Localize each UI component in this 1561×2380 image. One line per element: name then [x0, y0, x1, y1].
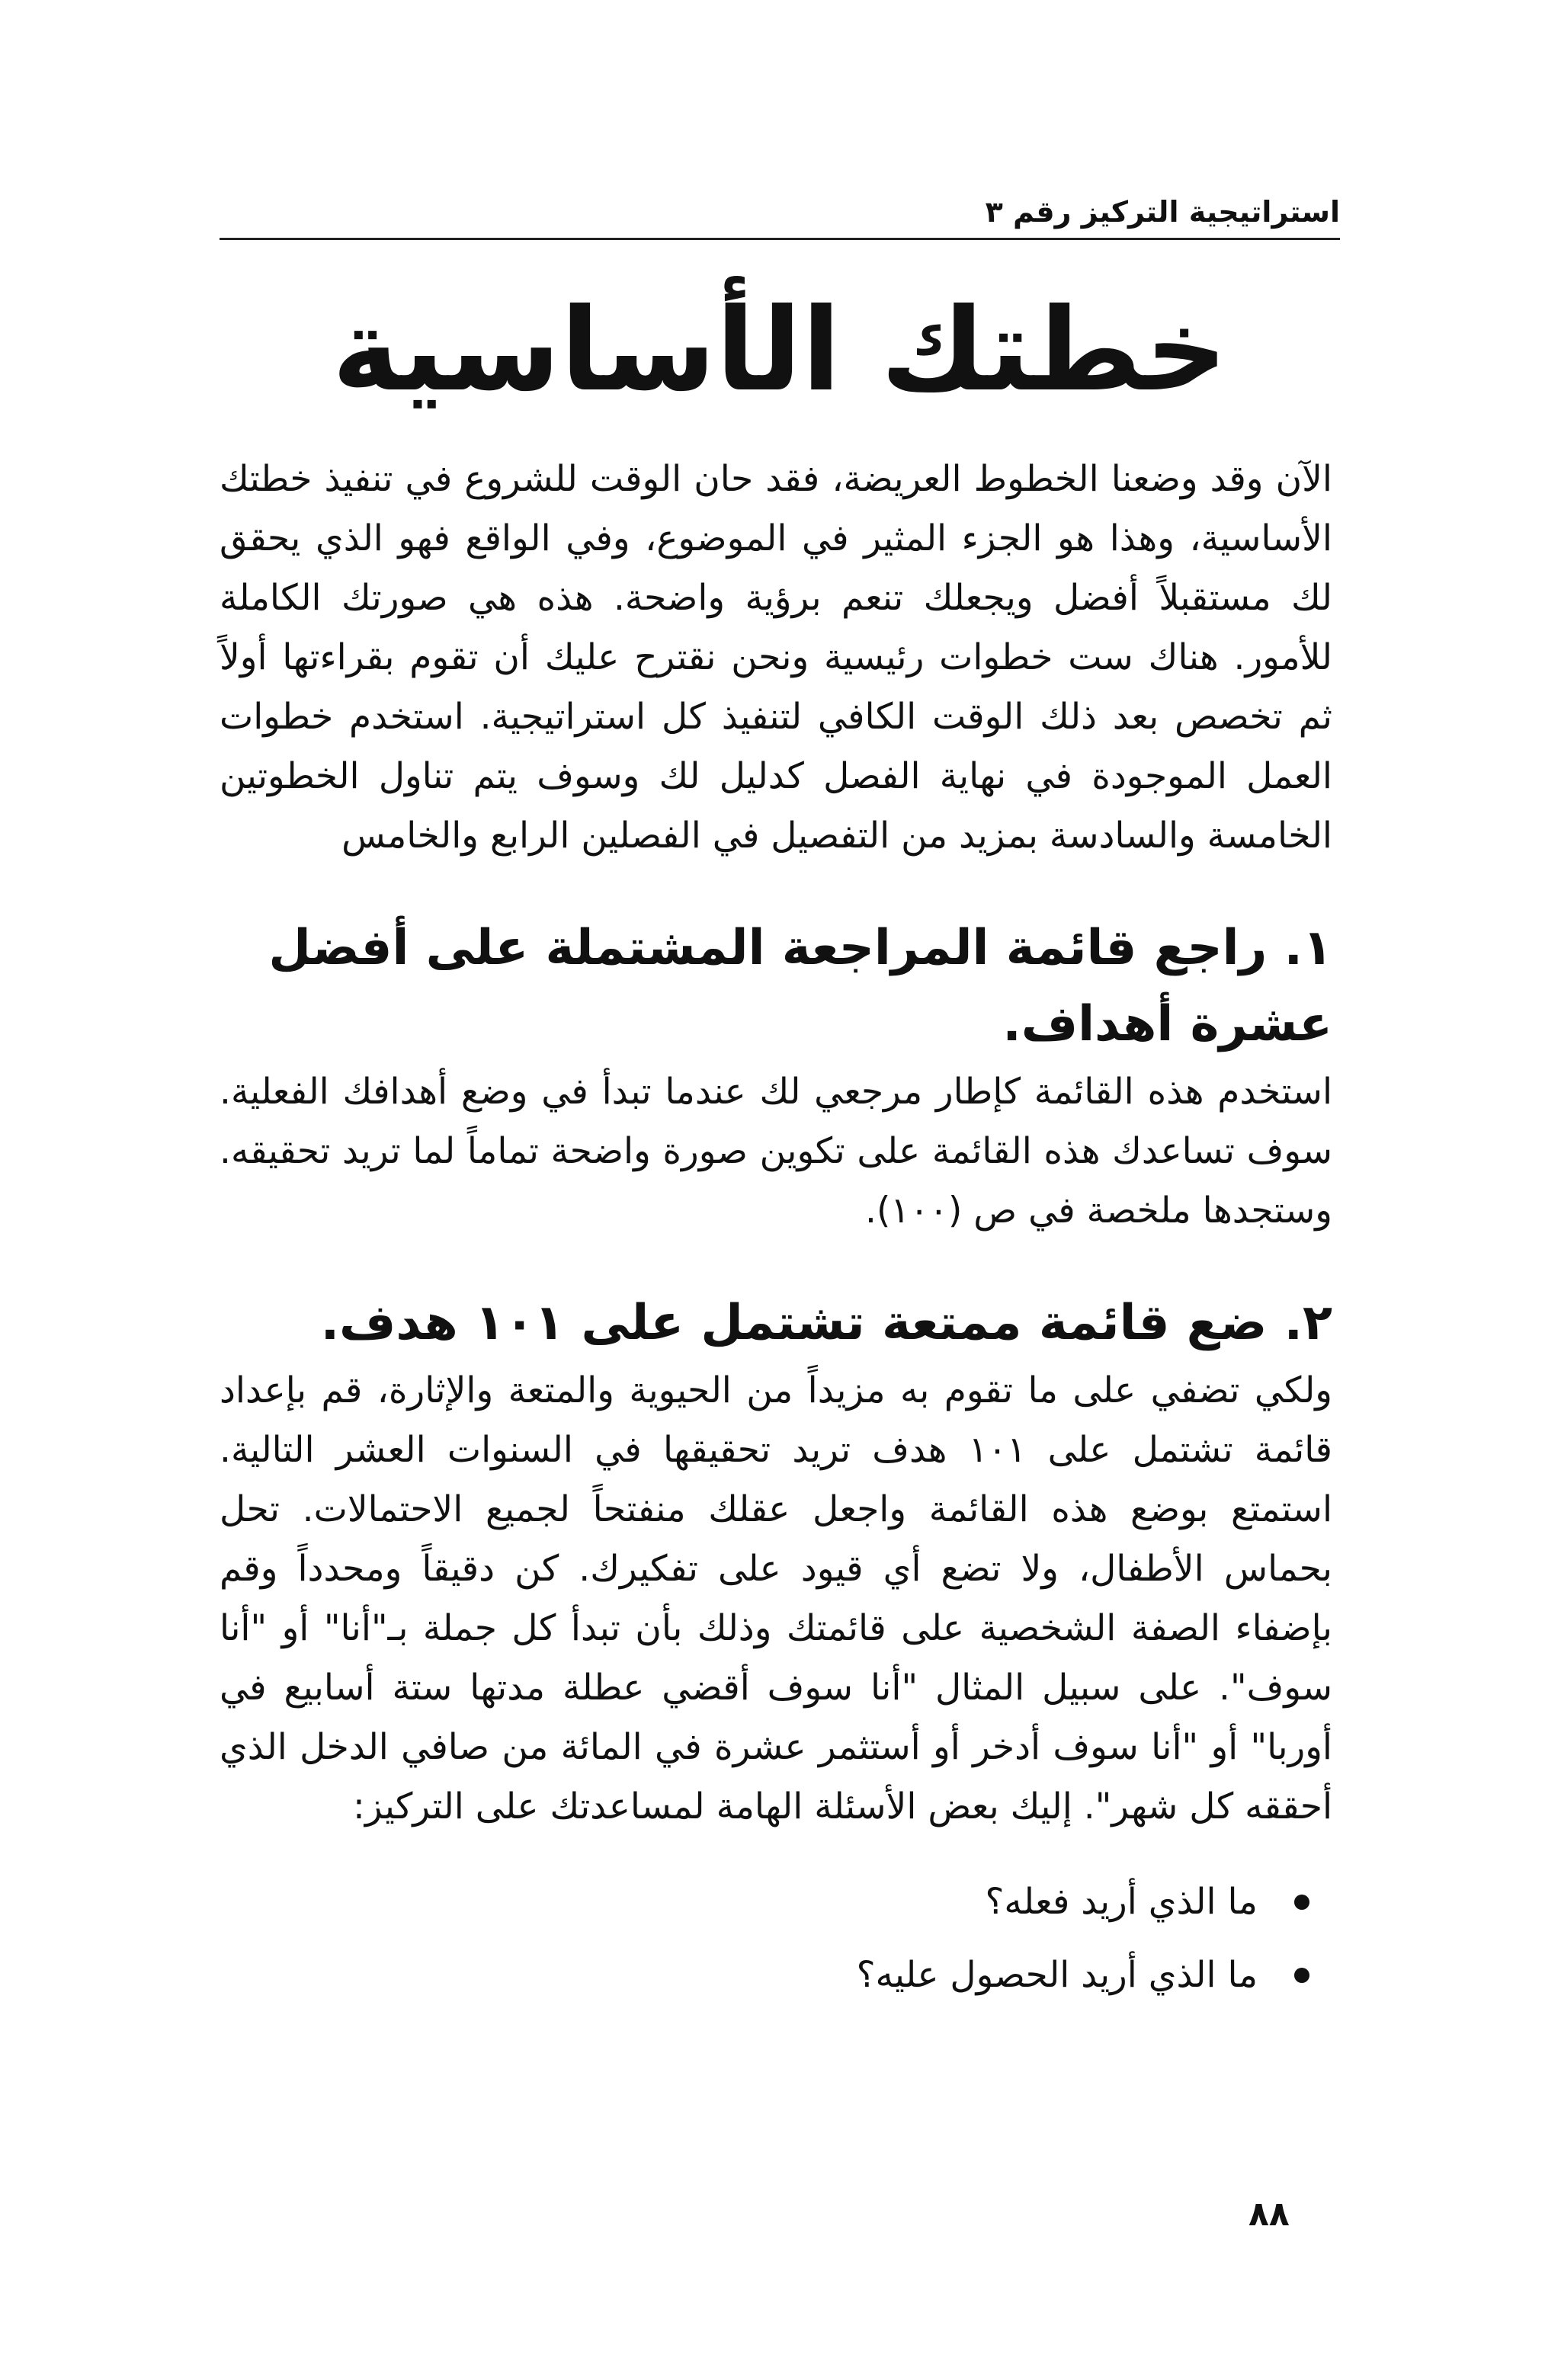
bullet-icon — [1294, 1968, 1309, 1983]
question-text: ما الذي أريد فعله؟ — [985, 1881, 1258, 1923]
list-item — [220, 1866, 1332, 1939]
section-text-2: ولكي تضفي على ما تقوم به مزيداً من الحيوية والمتعة والإثارة، قم بإعداد قائمة تشتمل على ١٠١ هدف تريد تحقيقها في السنوات العشر التالية. استمتع بوضع هذه القائمة واجعل عقلك منفتحاً لجميع الاحتمالات. تحل بحماس الأطفال، ولا تضع أي قيود على تفكيرك. كن دقيقاً ومحدداً وقم بإضفاء الصفة الشخصية على قائمتك وذلك بأن تبدأ كل جملة بـ"أنا" أو "أنا سوف". على سبيل المثال "أنا سوف أقضي عطلة مدتها ستة أسابيع في أوربا" أو "أنا سوف أدخر أو أستثمر عشرة في المائة من صافي الدخل الذي أحققه كل شهر". إليك بعض الأسئلة الهامة لمساعدتك على التركيز: — [220, 1369, 1332, 1827]
page-number: ٨٨ — [1248, 2195, 1290, 2234]
list-item — [220, 1939, 1332, 2012]
section-text-1: استخدم هذه القائمة كإطار مرجعي لك عندما تبدأ في وضع أهدافك الفعلية. سوف تساعدك هذه القائمة على تكوين صورة واضحة تماماً لما تريد تحقيقه. وستجدها ملخصة في ص (١٠٠). — [220, 1071, 1332, 1232]
intro-paragraph: الآن وقد وضعنا الخطوط العريضة، فقد حان الوقت للشروع في تنفيذ خطتك الأساسية، وهذا هو الجزء المثير في الموضوع، وفي الواقع فهو الذي يحقق لك مستقبلاً أفضل ويجعلك تنعم برؤية واضحة. هذه هي صورتك الكاملة للأمور. هناك ست خطوات رئيسية ونحن نقترح عليك أن تقوم بقراءتها أولاً ثم تخصص بعد ذلك الوقت الكافي لتنفيذ كل استراتيجية. استخدم خطوات العمل الموجودة في نهاية الفصل كدليل لك وسوف يتم تناول الخطوتين الخامسة والسادسة بمزيد من التفصيل في الفصلين الرابع والخامس — [220, 458, 1332, 857]
page-content — [220, 450, 1332, 2012]
chapter-title: خطتك الأساسية — [332, 284, 1228, 417]
running-header — [220, 189, 1340, 240]
question-text: ما الذي أريد الحصول عليه؟ — [856, 1954, 1258, 1996]
running-header-title: استراتيجية التركيز رقم ٣ — [985, 195, 1340, 229]
bullet-icon — [1294, 1895, 1309, 1910]
section-heading-2: ٢. ضع قائمة ممتعة تشتمل على ١٠١ هدف. — [320, 1295, 1332, 1351]
section-heading-1: ١. راجع قائمة المراجعة المشتملة على أفضل عشرة أهداف. — [268, 920, 1332, 1052]
questions-list — [220, 1866, 1332, 2012]
